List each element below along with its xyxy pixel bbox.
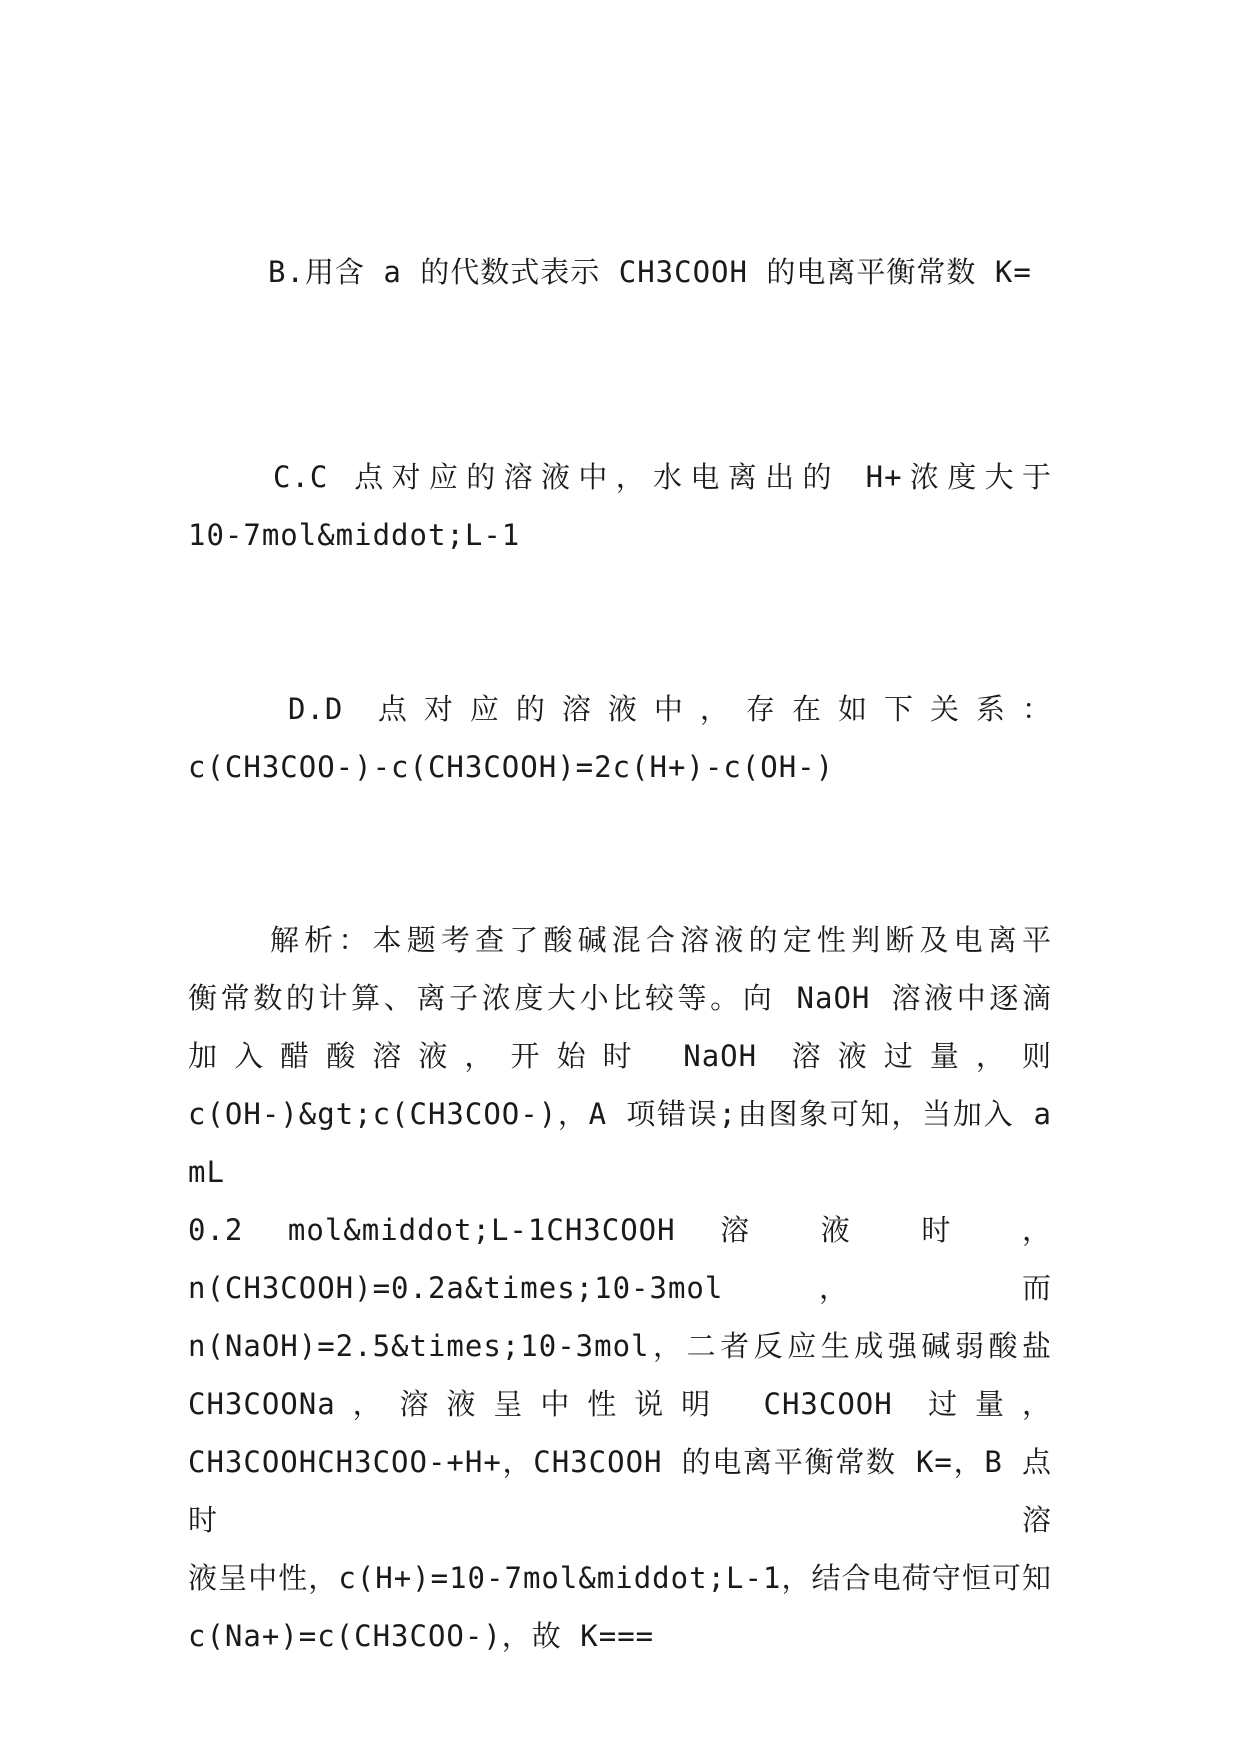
- analysis-line-11: c(Na+)=c(CH3COO-)，故 K===: [188, 1619, 655, 1653]
- option-d-line-2: c(CH3COO-)-c(CH3COOH)=2c(H+)-c(OH-): [188, 750, 835, 784]
- option-d-paragraph: [188, 680, 1052, 796]
- option-c-line-1: C.C 点对应的溶液中，水电离出的 H+浓度大于: [273, 460, 1052, 494]
- option-b-paragraph: [188, 243, 1052, 301]
- option-c-paragraph: [188, 448, 1052, 564]
- analysis-line-5: 0.2 mol&middot;L-1CH3COOH 溶 液 时 ，: [188, 1213, 1052, 1247]
- analysis-line-6: n(CH3COOH)=0.2a&times;10-3mol ， 而: [188, 1271, 1052, 1305]
- analysis-paragraph: [188, 911, 1052, 1665]
- analysis-line-7: n(NaOH)=2.5&times;10-3mol，二者反应生成强碱弱酸盐: [188, 1329, 1052, 1363]
- analysis-line-4: c(OH-)&gt;c(CH3COO-)，A 项错误;由图象可知，当加入 a mL: [188, 1097, 1052, 1189]
- option-b-line-1: B.用含 a 的代数式表示 CH3COOH 的电离平衡常数 K=: [268, 255, 1032, 289]
- analysis-line-9: CH3COOHCH3COO-+H+，CH3COOH 的电离平衡常数 K=，B 点时溶: [188, 1445, 1052, 1537]
- analysis-line-1: 解析：本题考查了酸碱混合溶液的定性判断及电离平: [270, 923, 1052, 957]
- analysis-line-8: CH3COONa，溶液呈中性说明 CH3COOH 过量，: [188, 1387, 1052, 1421]
- analysis-line-2: 衡常数的计算、离子浓度大小比较等。向 NaOH 溶液中逐滴: [188, 981, 1052, 1015]
- analysis-line-3: 加入醋酸溶液，开始时 NaOH 溶液过量，则: [188, 1039, 1052, 1073]
- analysis-line-10: 液呈中性，c(H+)=10-7mol&middot;L-1，结合电荷守恒可知: [188, 1561, 1052, 1595]
- option-c-line-2: 10-7mol&middot;L-1: [188, 518, 521, 552]
- option-d-line-1: D.D 点对应的溶液中，存在如下关系：: [288, 692, 1052, 726]
